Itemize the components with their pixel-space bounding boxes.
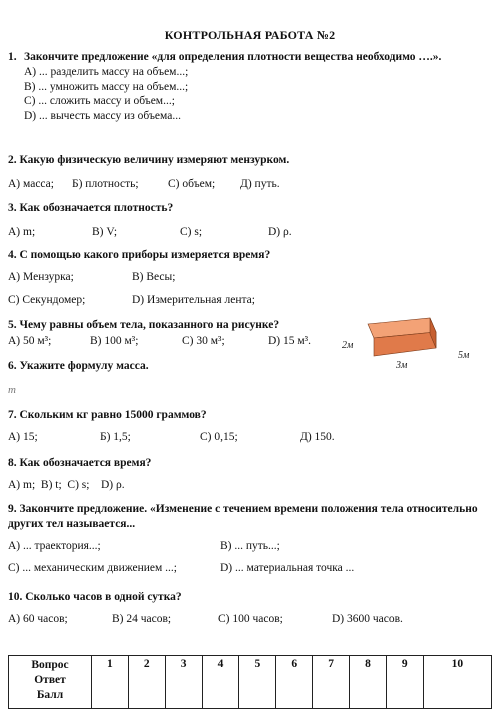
question-2-option-c: С) объем;: [168, 178, 216, 190]
row-label-score: Балл: [36, 689, 64, 701]
question-10-option-a: А) 60 часов;: [8, 613, 68, 625]
question-1-option-d: D) ... вычесть массу из объема...: [24, 109, 181, 122]
question-10: [8, 590, 494, 628]
answer-table-row: [9, 656, 492, 709]
question-7: [8, 408, 494, 446]
question-10-option-b: В) 24 часов;: [112, 613, 172, 625]
question-2-option-b: Б) плотность;: [72, 178, 139, 190]
question-10-option-d: D) 3600 часов.: [332, 613, 403, 625]
answer-cell-4[interactable]: 4: [202, 656, 239, 709]
question-10-option-c: С) 100 часов;: [218, 613, 283, 625]
row-label-question: Вопрос: [31, 659, 69, 671]
answer-cell-6[interactable]: 6: [276, 656, 313, 709]
answer-cell-7[interactable]: 7: [313, 656, 350, 709]
question-7-option-d: Д) 150.: [300, 431, 335, 443]
answer-cell-9[interactable]: 9: [386, 656, 423, 709]
page-title: КОНТРОЛЬНАЯ РАБОТА №2: [164, 28, 336, 42]
answer-table: [8, 655, 492, 709]
question-4-option-d: D) Измерительная лента;: [132, 294, 255, 306]
answer-cell-5[interactable]: 5: [239, 656, 276, 709]
question-8-text: 8. Как обозначается время?: [8, 457, 152, 469]
question-3-text: 3. Как обозначается плотность?: [8, 202, 174, 214]
question-8-options: А) m; В) t; С) s; D) ρ.: [8, 479, 125, 491]
question-7-option-a: А) 15;: [8, 431, 38, 443]
question-2-option-a: А) масса;: [8, 178, 54, 190]
question-3-option-a: А) m;: [8, 226, 36, 238]
brick-depth-label: 5м: [458, 350, 470, 361]
question-6-text: 6. Укажите формулу масса.: [8, 360, 149, 372]
answer-cell-2[interactable]: 2: [128, 656, 165, 709]
question-1: [8, 50, 494, 123]
question-1-option-b: В) ... умножить массу на объем...;: [24, 80, 189, 93]
question-2-option-d: Д) путь.: [240, 178, 280, 190]
question-3-option-d: D) ρ.: [268, 226, 292, 238]
question-5-option-a: А) 50 м³;: [8, 335, 52, 347]
question-4-option-b: В) Весы;: [132, 271, 176, 283]
question-4-option-c: С) Секундомер;: [8, 294, 86, 306]
question-9: [8, 502, 494, 577]
question-5-option-d: D) 15 м³.: [268, 335, 311, 347]
question-3-option-c: С) s;: [180, 226, 203, 238]
brick-height-label: 2м: [342, 340, 354, 351]
question-2: [8, 153, 494, 193]
question-2-text: 2. Какую физическую величину измеряют мензурком.: [8, 154, 290, 166]
question-6: [8, 359, 328, 396]
answer-cell-8[interactable]: 8: [350, 656, 387, 709]
question-9-option-c: С) ... механическим движением ...;: [8, 562, 178, 574]
question-8: [8, 456, 494, 494]
brick-length-label: 3м: [396, 360, 408, 371]
question-1-option-a: А) ... разделить массу на объем...;: [24, 66, 189, 78]
question-9-option-b: В) ... путь...;: [220, 540, 280, 552]
question-3-option-b: В) V;: [92, 226, 118, 238]
question-9-text: 9. Закончите предложение. «Изменение с течением времени положения тела относительно других тел называется...: [8, 503, 478, 530]
question-4-option-a: А) Мензурка;: [8, 271, 74, 283]
question-5-option-b: В) 100 м³;: [90, 335, 139, 347]
question-7-text: 7. Скольким кг равно 15000 граммов?: [8, 409, 207, 421]
question-6-handwritten-answer: m: [8, 384, 16, 396]
brick-figure: [338, 316, 498, 372]
question-1-number: 1.: [8, 51, 17, 63]
answer-cell-3[interactable]: 3: [165, 656, 202, 709]
question-9-option-d: D) ... материальная точка ...: [220, 562, 355, 574]
question-3: [8, 201, 494, 241]
answer-cell-1[interactable]: 1: [92, 656, 129, 709]
answer-table-row-labels: [9, 656, 92, 709]
question-9-option-a: А) ... траектория...;: [8, 540, 101, 552]
question-5-option-c: С) 30 м³;: [182, 335, 225, 347]
question-10-text: 10. Сколько часов в одной сутка?: [8, 591, 182, 603]
question-5-text: 5. Чему равны объем тела, показанного на рисунке?: [8, 319, 280, 331]
question-4-text: 4. С помощью какого приборы измеряется время?: [8, 249, 271, 261]
question-1-text: Закончите предложение «для определения плотности вещества необходимо ….».: [24, 51, 442, 63]
row-label-answer: Ответ: [34, 674, 66, 686]
answer-cell-10[interactable]: 10: [423, 656, 491, 709]
question-1-option-c: С) ... сложить массу и объем...;: [24, 95, 175, 107]
question-7-option-c: С) 0,15;: [200, 431, 238, 443]
question-5: [8, 318, 338, 350]
question-4: [8, 248, 494, 309]
question-7-option-b: Б) 1,5;: [100, 431, 131, 443]
